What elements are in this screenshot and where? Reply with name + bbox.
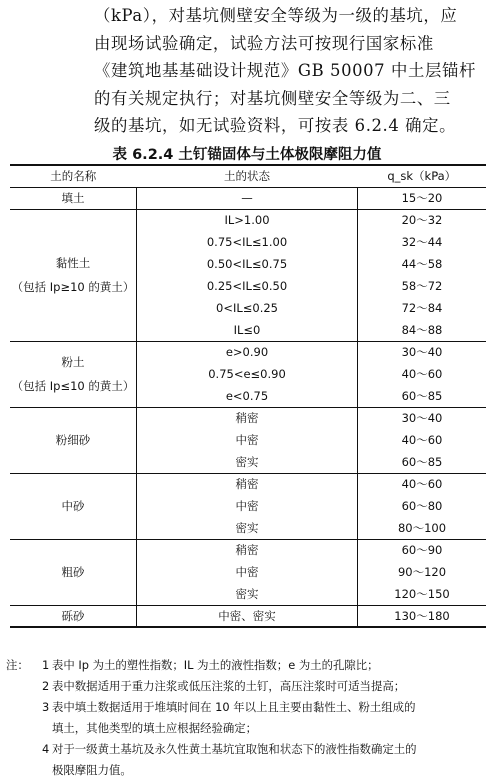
note-number: 1	[42, 658, 50, 672]
qsk-value-cell: 40～60	[358, 363, 487, 385]
note-number: 2	[42, 679, 50, 693]
table-row	[10, 341, 486, 363]
qsk-value-cell: 44～58	[358, 253, 487, 275]
soil-name-line: 砾砂	[61, 608, 85, 623]
soil-name-cell	[10, 539, 137, 605]
header-qsk: q_sk（kPa）	[358, 165, 487, 187]
soil-state-cell: 密实	[235, 586, 259, 601]
note-item	[6, 739, 490, 781]
qsk-value-cell: 40～60	[358, 429, 487, 451]
qsk-value-cell: 80～100	[358, 517, 487, 539]
soil-name-cell	[10, 605, 137, 627]
soil-state-cell: 0.75<e≤0.90	[208, 367, 286, 381]
friction-table	[10, 164, 486, 628]
soil-name-cell	[10, 407, 137, 473]
note-item	[6, 655, 490, 676]
table-body	[10, 187, 486, 627]
soil-name-line: 中砂	[61, 499, 85, 513]
soil-name-cell	[10, 473, 137, 539]
note-lead: 注：	[6, 658, 29, 672]
qsk-value-cell: 60～80	[358, 495, 487, 517]
header-soil-name: 土的名称	[10, 165, 137, 187]
table-row	[10, 539, 486, 561]
soil-state-cell: 稍密	[137, 407, 358, 429]
qsk-value-cell: 30～40	[358, 407, 487, 429]
soil-state-cell: 0.50<IL≤0.75	[206, 257, 288, 271]
qsk-value-cell: 20～32	[358, 209, 487, 231]
soil-name-line: 填土	[61, 191, 85, 205]
soil-state-cell: 稍密	[137, 473, 358, 495]
qsk-value-cell: 40～60	[358, 473, 487, 495]
soil-state-cell: 中密	[235, 433, 259, 447]
soil-state-cell: IL≤0	[233, 322, 261, 337]
soil-name-cell	[10, 341, 137, 407]
qsk-value-cell: 72～84	[358, 297, 487, 319]
note-number: 3	[42, 700, 50, 714]
qsk-value-cell: 60～85	[358, 451, 487, 473]
note-item	[6, 697, 490, 739]
paragraph-line: 《建筑地基基础设计规范》GB 50007 中土层锚杆	[94, 61, 476, 80]
soil-state-cell: e>0.90	[137, 341, 358, 363]
soil-state-cell: —	[137, 187, 358, 209]
soil-state-cell: 密实	[235, 520, 259, 535]
paragraph-line: （kPa），对基坑侧壁安全等级为一级的基坑，应	[94, 6, 458, 25]
soil-state-cell: 密实	[235, 454, 259, 469]
table-row	[10, 473, 486, 495]
table-row	[10, 187, 486, 209]
soil-state-cell: 中密	[235, 499, 259, 513]
soil-state-cell: 中密、密实	[137, 605, 358, 627]
soil-state-cell: 0.75<IL≤1.00	[206, 235, 288, 249]
intro-paragraph	[94, 2, 488, 140]
table-row	[10, 209, 486, 231]
soil-state-cell: 0.25<IL≤0.50	[206, 279, 288, 293]
soil-name-line: （包括 Ip≤10 的黄土）	[11, 379, 135, 393]
table-notes	[6, 655, 490, 781]
qsk-value-cell: 15～20	[358, 187, 487, 209]
soil-state-cell: IL>1.00	[137, 209, 358, 231]
note-line: 填土，其他类型的填土应根据经验确定；	[52, 721, 258, 735]
paragraph-line: 由现场试验确定，试验方法可按现行国家标准	[94, 33, 434, 53]
note-line: 表中 Ip 为土的塑性指数；IL 为土的液性指数；e 为土的孔隙比；	[52, 658, 379, 672]
qsk-value-cell: 58～72	[358, 275, 487, 297]
soil-name-cell	[10, 209, 137, 341]
note-line: 极限摩阻力值。	[52, 763, 132, 777]
note-item	[6, 676, 490, 697]
note-line: 对于一级黄土基坑及永久性黄土基坑宜取饱和状态下的液性指数确定土的	[52, 742, 417, 756]
table-row	[10, 605, 486, 627]
qsk-value-cell: 60～90	[358, 539, 487, 561]
note-line: 表中填土数据适用于堆填时间在 10 年以上且主要由黏性土、粉土组成的	[52, 700, 416, 714]
header-soil-state: 土的状态	[137, 165, 358, 187]
note-line: 表中数据适用于重力注浆或低压注浆的土钉，高压注浆时可适当提高；	[52, 679, 406, 693]
soil-state-cell: 稍密	[137, 539, 358, 561]
paragraph-line: 级的基坑，如无试验资料，可按表 6.2.4 确定。	[94, 116, 457, 135]
soil-name-cell	[10, 187, 137, 209]
qsk-value-cell: 84～88	[358, 319, 487, 341]
soil-name-line: （包括 Ip≥10 的黄土）	[11, 280, 135, 294]
soil-name-line: 粉土	[61, 355, 85, 369]
qsk-value-cell: 60～85	[358, 385, 487, 407]
soil-name-line: 粉细砂	[55, 433, 91, 447]
soil-name-line: 黏性土	[55, 256, 91, 270]
soil-state-cell: 中密	[235, 565, 259, 579]
qsk-value-cell: 32～44	[358, 231, 487, 253]
note-number: 4	[42, 742, 50, 756]
paragraph-line: 的有关规定执行；对基坑侧壁安全等级为二、三	[94, 88, 451, 108]
soil-state-cell: 0<IL≤0.25	[216, 301, 278, 315]
table-header-row	[10, 165, 486, 187]
table-row	[10, 407, 486, 429]
soil-state-cell: e<0.75	[225, 388, 269, 403]
qsk-value-cell: 120～150	[358, 583, 487, 605]
soil-name-line: 粗砂	[61, 565, 85, 579]
qsk-value-cell: 130～180	[358, 605, 487, 627]
table-caption: 表 6.2.4 土钉锚固体与土体极限摩阻力值	[112, 147, 382, 163]
qsk-value-cell: 90～120	[358, 561, 487, 583]
qsk-value-cell: 30～40	[358, 341, 487, 363]
